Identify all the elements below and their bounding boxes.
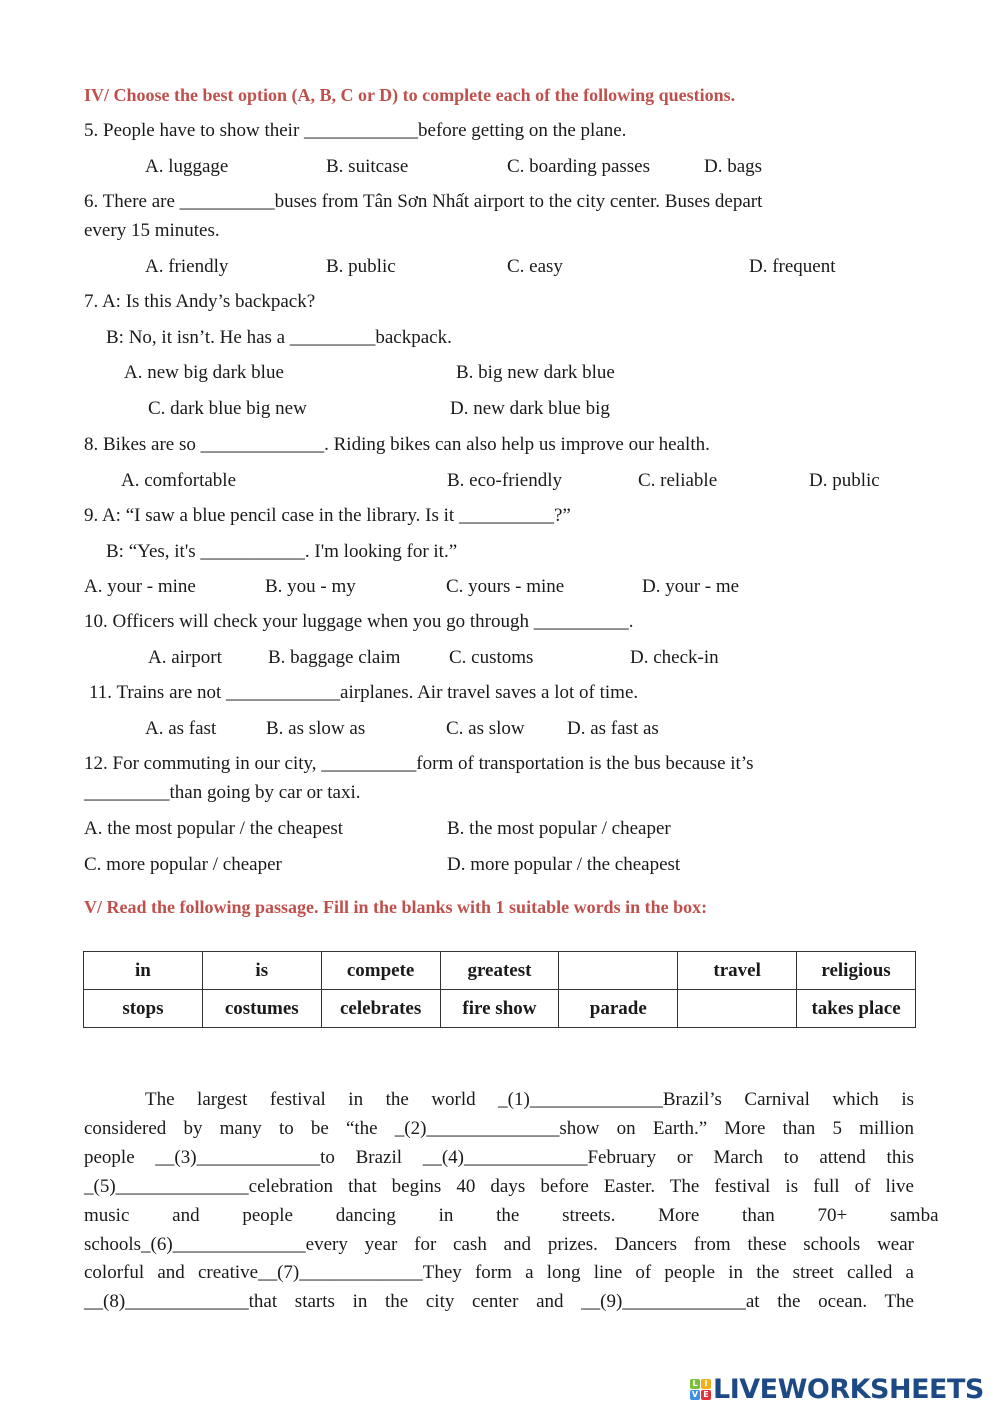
- word-box-table: [83, 951, 916, 1028]
- question-9: 9. A: “I saw a blue pencil case in the library. Is it __________?”: [84, 505, 571, 526]
- question-6: 6. There are __________buses from Tân Sơn Nhất airport to the city center. Buses depart: [84, 191, 763, 212]
- word-cell: celebrates: [321, 990, 440, 1028]
- q10-option-a: A. airport: [148, 647, 222, 668]
- passage-line: considered by many to be “the _(2)______________show on Earth.” More than 5 million: [84, 1118, 914, 1139]
- table-row: [84, 990, 916, 1028]
- word-cell: takes place: [797, 990, 916, 1028]
- q12-option-d: D. more popular / the cheapest: [447, 854, 681, 875]
- table-row: [84, 952, 916, 990]
- section-5-heading: V/ Read the following passage. Fill in the blanks with 1 suitable words in the box:: [84, 897, 708, 917]
- logo-tile: L: [690, 1379, 700, 1389]
- word-cell: [678, 990, 797, 1028]
- logo-tile: V: [691, 1390, 699, 1399]
- q9-option-b: B. you - my: [265, 576, 356, 597]
- q12-option-a: A. the most popular / the cheapest: [84, 818, 344, 839]
- q6-option-b: B. public: [326, 256, 396, 277]
- passage-line: colorful and creative__(7)_____________They form a long line of people in the street called a: [84, 1262, 914, 1283]
- passage-line: schools_(6)______________every year for cash and prizes. Dancers from these schools wear: [84, 1234, 914, 1255]
- logo-text: LIVEWORKSHEETS: [713, 1374, 984, 1405]
- question-11: 11. Trains are not ____________airplanes. Air travel saves a lot of time.: [89, 682, 639, 703]
- q6-option-c: C. easy: [507, 256, 563, 277]
- question-7: 7. A: Is this Andy’s backpack?: [84, 291, 316, 312]
- liveworksheets-logo: [690, 1374, 984, 1405]
- q11-option-d: D. as fast as: [567, 718, 659, 739]
- word-cell: religious: [797, 952, 916, 990]
- q12-option-b: B. the most popular / cheaper: [447, 818, 671, 839]
- q7-option-b: B. big new dark blue: [456, 362, 615, 383]
- q5-option-d: D. bags: [704, 156, 763, 177]
- question-9-b: B: “Yes, it's ___________. I'm looking for it.”: [106, 541, 458, 562]
- q9-option-d: D. your - me: [642, 576, 740, 597]
- q11-option-c: C. as slow: [446, 718, 525, 739]
- question-6-cont: every 15 minutes.: [84, 220, 220, 241]
- q10-option-d: D. check-in: [630, 647, 719, 668]
- q5-option-c: C. boarding passes: [507, 156, 651, 177]
- question-10: 10. Officers will check your luggage when you go through __________.: [84, 611, 634, 632]
- logo-tile: E: [701, 1390, 711, 1400]
- q8-option-a: A. comfortable: [121, 470, 237, 491]
- word-cell: fire show: [440, 990, 559, 1028]
- question-8: 8. Bikes are so _____________. Riding bikes can also help us improve our health.: [84, 434, 710, 455]
- q5-option-b: B. suitcase: [326, 156, 409, 177]
- logo-tile: I: [701, 1379, 711, 1389]
- q7-option-a: A. new big dark blue: [124, 362, 284, 383]
- passage-line: _(5)______________celebration that begins 40 days before Easter. The festival is full of live: [84, 1176, 914, 1197]
- q8-option-b: B. eco-friendly: [447, 470, 563, 491]
- section-4-heading: IV/ Choose the best option (A, B, C or D) to complete each of the following questions.: [84, 85, 736, 105]
- q11-option-b: B. as slow as: [266, 718, 366, 739]
- word-cell: costumes: [202, 990, 321, 1028]
- q9-option-c: C. yours - mine: [446, 576, 565, 597]
- q8-option-c: C. reliable: [638, 470, 718, 491]
- q11-option-a: A. as fast: [145, 718, 217, 739]
- q12-option-c: C. more popular / cheaper: [84, 854, 282, 875]
- word-cell: compete: [321, 952, 440, 990]
- word-cell: [559, 952, 678, 990]
- logo-tiles-icon: [690, 1379, 711, 1400]
- q8-option-d: D. public: [809, 470, 880, 491]
- passage-line: people __(3)_____________to Brazil __(4)_____________February or March to attend this: [84, 1147, 914, 1168]
- q7-option-c: C. dark blue big new: [148, 398, 307, 419]
- q7-option-d: D. new dark blue big: [450, 398, 610, 419]
- passage-line: The largest festival in the world _(1)______________Brazil’s Carnival which is: [145, 1089, 914, 1110]
- question-5: 5. People have to show their ____________before getting on the plane.: [84, 120, 627, 141]
- q6-option-a: A. friendly: [145, 256, 229, 277]
- question-7-b: B: No, it isn’t. He has a _________backpack.: [106, 327, 452, 348]
- question-12: 12. For commuting in our city, __________form of transportation is the bus because it’s: [84, 753, 754, 774]
- word-cell: travel: [678, 952, 797, 990]
- word-cell: stops: [84, 990, 203, 1028]
- q5-option-a: A. luggage: [145, 156, 229, 177]
- q10-option-b: B. baggage claim: [268, 647, 401, 668]
- q9-option-a: A. your - mine: [84, 576, 196, 597]
- passage-line: music and people dancing in the streets. More than 70+ samba: [84, 1205, 939, 1226]
- word-cell: is: [202, 952, 321, 990]
- q6-option-d: D. frequent: [749, 256, 836, 277]
- word-cell: greatest: [440, 952, 559, 990]
- question-12-cont: _________than going by car or taxi.: [84, 782, 361, 803]
- q10-option-c: C. customs: [449, 647, 534, 668]
- passage-line: __(8)_____________that starts in the city center and __(9)_____________at the ocean. The: [84, 1291, 914, 1312]
- word-cell: in: [84, 952, 203, 990]
- word-cell: parade: [559, 990, 678, 1028]
